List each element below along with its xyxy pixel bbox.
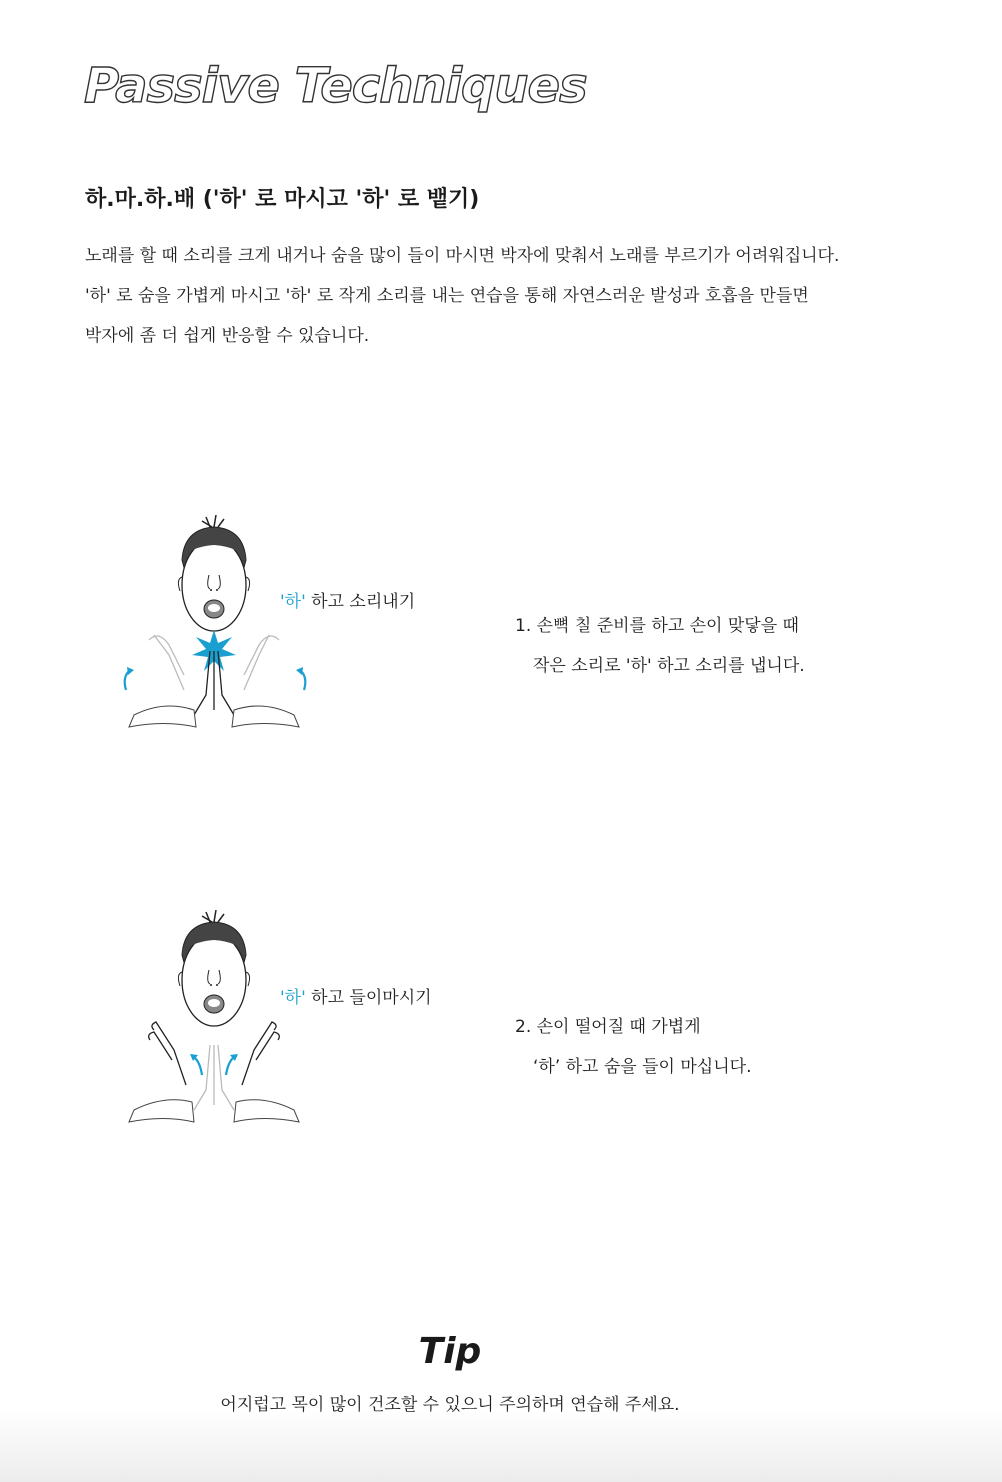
intro-line: 노래를 할 때 소리를 크게 내거나 숨을 많이 들이 마시면 박자에 맞춰서 노래를 부르기가 어려워집니다.	[85, 246, 840, 266]
intro-line: '하' 로 숨을 가볍게 마시고 '하' 로 작게 소리를 내는 연습을 통해 자연스러운 발성과 호흡을 만들면	[85, 286, 809, 306]
step-line: 1. 손뼉 칠 준비를 하고 손이 맞닿을 때	[515, 616, 799, 636]
separating-hands-illustration	[114, 910, 314, 1130]
page-title: Passive Techniques	[84, 58, 587, 114]
caption-text: 하고 소리내기	[305, 592, 416, 612]
figure-inhale-icon	[114, 910, 314, 1130]
illustration-caption	[280, 587, 415, 612]
caption-accent: '하'	[280, 988, 306, 1008]
caption-text: 하고 들이마시기	[305, 988, 432, 1008]
step-2-description	[515, 1007, 751, 1087]
caption-accent: '하'	[280, 592, 306, 612]
clapping-hands-illustration	[114, 515, 314, 735]
step-line: ‘하’ 하고 숨을 들이 마십니다.	[533, 1057, 752, 1077]
illustration-caption	[280, 983, 432, 1008]
tip-title: Tip	[418, 1331, 482, 1372]
section-heading: 하.마.하.배 ('하' 로 마시고 '하' 로 뱉기)	[85, 187, 480, 212]
intro-paragraph	[85, 236, 839, 356]
step-1-description	[515, 606, 805, 686]
step-line: 작은 소리로 '하' 하고 소리를 냅니다.	[533, 656, 805, 676]
figure-clap-icon	[114, 515, 314, 735]
tip-text: 어지럽고 목이 많이 건조할 수 있으니 주의하며 연습해 주세요.	[220, 1395, 680, 1415]
step-line: 2. 손이 떨어질 때 가볍게	[515, 1017, 701, 1037]
intro-line: 박자에 좀 더 쉽게 반응할 수 있습니다.	[85, 326, 370, 346]
